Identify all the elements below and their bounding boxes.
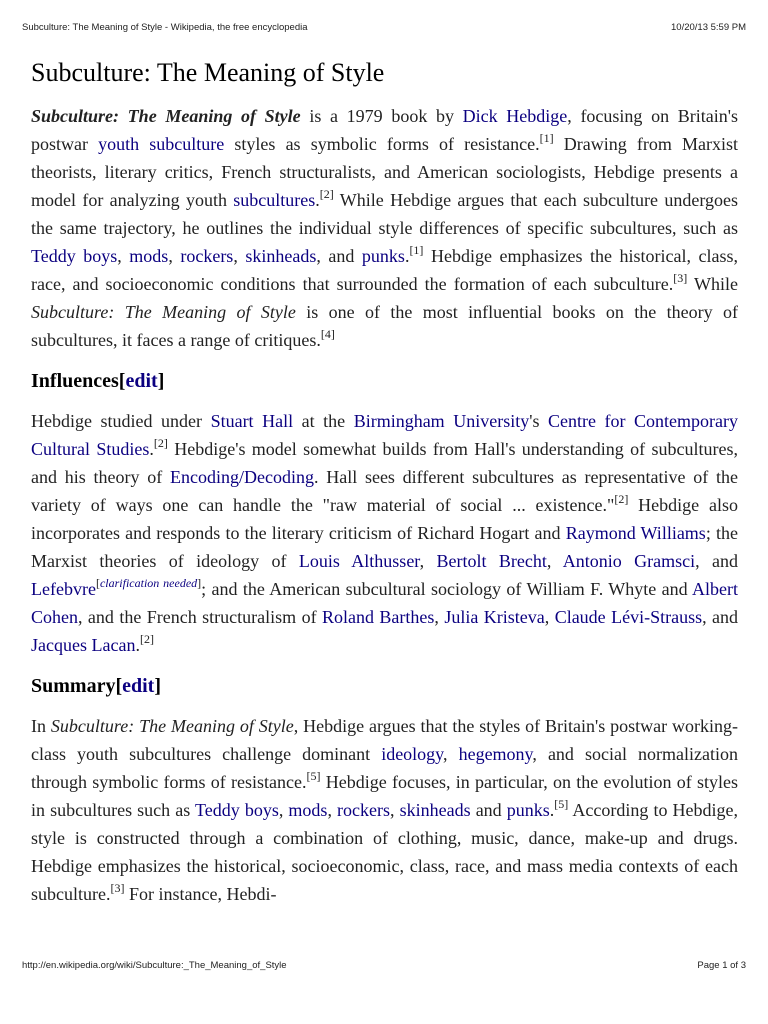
wiki-link[interactable]: mods xyxy=(129,246,169,266)
wiki-link[interactable]: Stuart Hall xyxy=(210,411,294,431)
text-run: 's xyxy=(529,411,548,431)
footnote-ref[interactable]: [2] xyxy=(139,632,154,646)
text-run: Hebdige emphasizes the historical, class, race, and socioeconomic conditions that surrounded the formation of each subculture. xyxy=(31,246,738,294)
footnote-ref[interactable]: [1] xyxy=(409,243,424,257)
text-run: Hebdige also incorporates and responds to the literary criticism of Richard Hogart and xyxy=(31,495,738,543)
wiki-link[interactable]: hegemony xyxy=(458,744,533,764)
text-run: Hebdige focuses, in particular, on the evolution of styles in subcultures such as xyxy=(31,772,738,820)
italic-title: Subculture: The Meaning of Style xyxy=(50,716,294,736)
text-run: , xyxy=(443,744,459,764)
footnote-ref[interactable]: [5] xyxy=(306,769,321,783)
text-run: , xyxy=(434,607,445,627)
text-run: Hebdige's model somewhat builds from Hall's understanding of subcultures, and his theory of xyxy=(31,439,738,487)
wiki-link[interactable]: Dick Hebdige xyxy=(462,106,568,126)
text-run: , focusing on Britain's postwar xyxy=(31,106,738,154)
text-run: In xyxy=(31,716,51,736)
text-run: According to Hebdige, style is constructed through a combination of clothing, music, dance, make-up and drugs. Hebdige emphasizes the historical, socioeconomic, class, race, and mass media contexts of each subculture. xyxy=(31,800,739,904)
wiki-link[interactable]: Birmingham University xyxy=(353,411,530,431)
text-run: For instance, Hebdi- xyxy=(124,884,277,904)
section-heading-influences: Influences[edit] xyxy=(31,370,165,392)
wiki-link[interactable]: Encoding/Decoding xyxy=(169,467,314,487)
wiki-link[interactable]: mods xyxy=(288,800,328,820)
section-heading-summary: Summary[edit] xyxy=(31,675,162,697)
text-run: While Hebdige argues that each subculture undergoes the same trajectory, he outlines the individual style differences of specific subcultures, such as xyxy=(31,190,738,238)
print-footer-url: http://en.wikipedia.org/wiki/Subculture:_The_Meaning_of_Style xyxy=(22,960,287,971)
bold-italic-title: Subculture: The Meaning of Style xyxy=(31,106,301,126)
clarification-needed-link[interactable]: clarification needed xyxy=(99,576,198,590)
wiki-link[interactable]: Teddy boys xyxy=(31,246,118,266)
text-run: and xyxy=(470,800,507,820)
text-run: , xyxy=(168,246,181,266)
text-run: is a 1979 book by xyxy=(300,106,463,126)
print-header-title: Subculture: The Meaning of Style - Wikipedia, the free encyclopedia xyxy=(22,22,308,33)
footnote-ref[interactable]: [2] xyxy=(614,492,629,506)
wiki-link[interactable]: Raymond Williams xyxy=(565,523,706,543)
text-run: While xyxy=(687,274,739,294)
footnote-ref[interactable]: [4] xyxy=(320,327,335,341)
wiki-link[interactable]: youth subculture xyxy=(98,134,225,154)
intro-paragraph xyxy=(31,102,738,354)
footnote-ref[interactable]: [3] xyxy=(673,271,688,285)
wiki-link[interactable]: Claude Lévi-Strauss xyxy=(554,607,703,627)
text-run: ; and the American subcultural sociology of William F. Whyte and xyxy=(201,579,693,599)
italic-title: Subculture: The Meaning of Style xyxy=(31,302,296,322)
wiki-link[interactable]: punks xyxy=(361,246,405,266)
text-run: , xyxy=(233,246,246,266)
footnote-ref[interactable]: [3] xyxy=(110,881,125,895)
article-content xyxy=(31,58,738,924)
influences-paragraph xyxy=(31,407,738,659)
wiki-link[interactable]: ideology xyxy=(381,744,444,764)
edit-link[interactable]: edit xyxy=(125,370,158,392)
wiki-link[interactable]: Antonio Gramsci xyxy=(562,551,696,571)
text-run: . xyxy=(404,246,410,266)
wiki-link[interactable]: Julia Kristeva xyxy=(444,607,545,627)
footnote-ref[interactable]: [2] xyxy=(319,187,334,201)
section-title: Influences xyxy=(31,370,119,392)
summary-paragraph xyxy=(31,712,738,908)
text-run: Drawing from Marxist theorists, literary critics, French structuralists, and American sociologists, Hebdige presents a model for analyzing youth xyxy=(31,134,739,210)
footnote-ref[interactable]: [5] xyxy=(554,797,569,811)
text-run: . xyxy=(549,800,555,820)
page-number: Page 1 of 3 xyxy=(697,960,746,971)
footnote-ref[interactable]: [2] xyxy=(153,436,168,450)
text-run: . xyxy=(135,635,140,655)
print-header xyxy=(22,22,746,33)
text-run: . xyxy=(315,190,320,210)
text-run: , xyxy=(419,551,437,571)
text-run: ; the Marxist theories of ideology of xyxy=(31,523,738,571)
text-run: , xyxy=(278,800,289,820)
wiki-link[interactable]: skinheads xyxy=(245,246,317,266)
section-title: Summary xyxy=(31,675,116,697)
text-run: , xyxy=(544,607,555,627)
wiki-link[interactable]: Centre for Contemporary Cultural Studies xyxy=(31,411,739,459)
wiki-link[interactable]: Bertolt Brecht xyxy=(436,551,547,571)
text-run: , Hebdige argues that the styles of Britain's postwar working-class youth subcultures challenge dominant xyxy=(31,716,739,764)
text-run: . Hall sees different subcultures as representative of the variety of ways one can handle the "raw material of social ... existence." xyxy=(31,467,738,515)
wiki-link[interactable]: Teddy boys xyxy=(195,800,279,820)
wiki-link[interactable]: Jacques Lacan xyxy=(31,635,136,655)
print-footer xyxy=(22,960,746,971)
footnote-ref[interactable]: [1] xyxy=(539,131,554,145)
wiki-link[interactable]: skinheads xyxy=(399,800,471,820)
wiki-link[interactable]: Lefebvre xyxy=(31,579,96,599)
text-run: , and xyxy=(702,607,739,627)
text-run: , xyxy=(390,800,400,820)
text-run: is one of the most influential books on the theory of subcultures, it faces a range of critiques. xyxy=(31,302,739,350)
clarification-needed-tag: [clarification needed] xyxy=(95,576,202,590)
text-run: , xyxy=(327,800,338,820)
text-run: , and xyxy=(695,551,739,571)
wiki-link[interactable]: Roland Barthes xyxy=(322,607,435,627)
page-title: Subculture: The Meaning of Style xyxy=(31,58,385,87)
text-run: styles as symbolic forms of resistance. xyxy=(224,134,540,154)
text-run: at the xyxy=(293,411,354,431)
wiki-link[interactable]: rockers xyxy=(180,246,234,266)
text-run: , and the French structuralism of xyxy=(78,607,322,627)
wiki-link[interactable]: punks xyxy=(506,800,550,820)
text-run: , xyxy=(117,246,130,266)
text-run: , and social normalization through symbolic forms of resistance. xyxy=(31,744,738,792)
text-run: Hebdige studied under xyxy=(31,411,211,431)
text-run: , xyxy=(546,551,563,571)
text-run: . xyxy=(149,439,154,459)
text-run: , and xyxy=(316,246,362,266)
wiki-link[interactable]: subcultures xyxy=(233,190,316,210)
print-header-timestamp: 10/20/13 5:59 PM xyxy=(671,22,746,33)
wiki-link[interactable]: Louis Althusser xyxy=(298,551,420,571)
edit-link[interactable]: edit xyxy=(122,675,155,697)
wiki-link[interactable]: Albert Cohen xyxy=(31,579,739,627)
wiki-link[interactable]: rockers xyxy=(337,800,391,820)
